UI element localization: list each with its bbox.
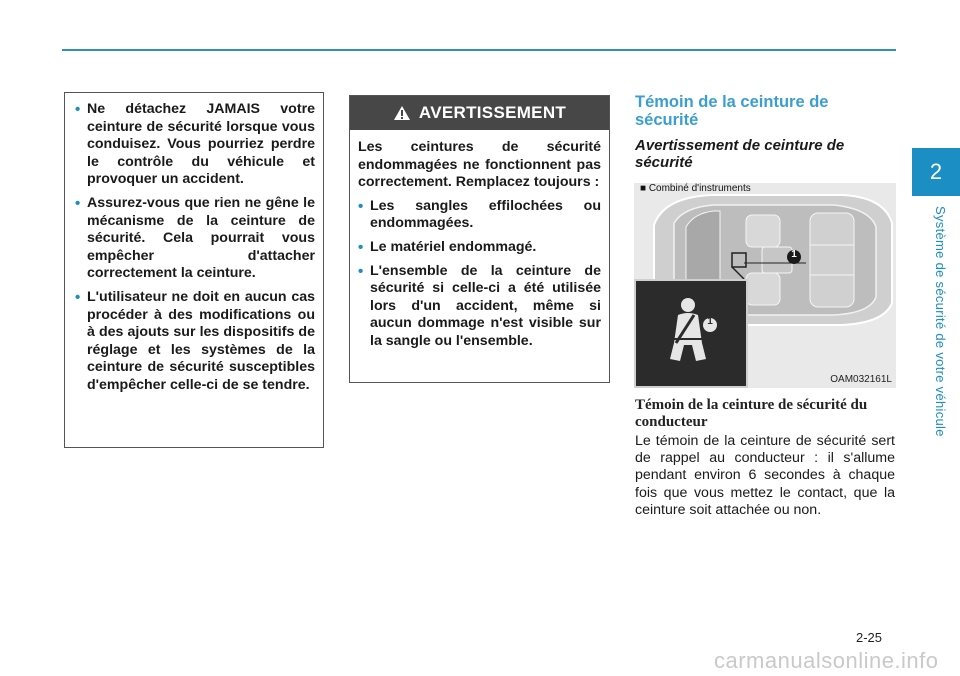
- seatbelt-indicator-inset: [634, 279, 748, 388]
- inset-callout: 1: [707, 316, 713, 327]
- section-title: Témoin de la ceinture de sécurité: [635, 93, 829, 129]
- caution-item: • L'utilisateur ne doit en aucun cas procéder à des modifications ou à des ajouts sur les dispositifs de réglage et les systèmes de la ceinture de sécurité susceptibles d'empêcher celle-ci de se tendre.: [75, 289, 315, 395]
- figure-code: OAM032161L: [830, 374, 892, 385]
- warning-list: [358, 198, 601, 351]
- warning-box: [349, 95, 610, 383]
- watermark: carmanualsonline.info: [714, 648, 939, 673]
- instrument-figure: [634, 183, 896, 388]
- seatbelt-warning-icon: [636, 281, 746, 386]
- warning-body: [350, 130, 609, 351]
- chapter-side-title: Système de sécurité de votre véhicule: [933, 206, 948, 437]
- chapter-tab: [912, 148, 960, 196]
- driver-indicator-heading: Témoin de la ceinture de sécurité du conducteur: [635, 397, 868, 430]
- warning-item: • Le matériel endommagé.: [358, 239, 601, 257]
- warning-triangle-icon: [393, 105, 411, 121]
- driver-indicator-text: Le témoin de la ceinture de sécurité sert de rappel au conducteur : il s'allume pendant environ 6 secondes à chaque fois que vous mettez le contact, que la ceinture soit attachée ou non.: [635, 433, 895, 518]
- caution-item: • Assurez-vous que rien ne gêne le mécanisme de la ceinture de sécurité. Cela pourrait vous empêcher d'attacher correctement la ceinture.: [75, 195, 315, 283]
- top-rule: [62, 49, 896, 51]
- warning-intro: Les ceintures de sécurité endommagées ne fonctionnent pas correctement. Remplacez toujours :: [358, 139, 601, 191]
- warning-title: AVERTISSEMENT: [418, 103, 567, 122]
- chapter-number: 2: [929, 159, 943, 184]
- warning-item: • Les sangles effilochées ou endommagées.: [358, 198, 601, 233]
- caution-list: [75, 101, 315, 395]
- figure-caption: ■ Combiné d'instruments: [640, 183, 751, 194]
- warning-header: [350, 96, 609, 130]
- page-number: 2-25: [856, 630, 883, 645]
- caution-item: • Ne détachez JAMAIS votre ceinture de sécurité lorsque vous conduisez. Vous pourriez perdre le contrôle du véhicule et provoquer un accident.: [75, 101, 315, 189]
- figure-callout: 1: [791, 249, 797, 260]
- warning-item: • L'ensemble de la ceinture de sécurité si celle-ci a été utilisée lors d'un accident, même si aucun dommage n'est visible sur la sangle ou l'ensemble.: [358, 263, 601, 351]
- caution-box: [64, 92, 324, 448]
- section-subtitle: Avertissement de ceinture de sécurité: [635, 137, 845, 171]
